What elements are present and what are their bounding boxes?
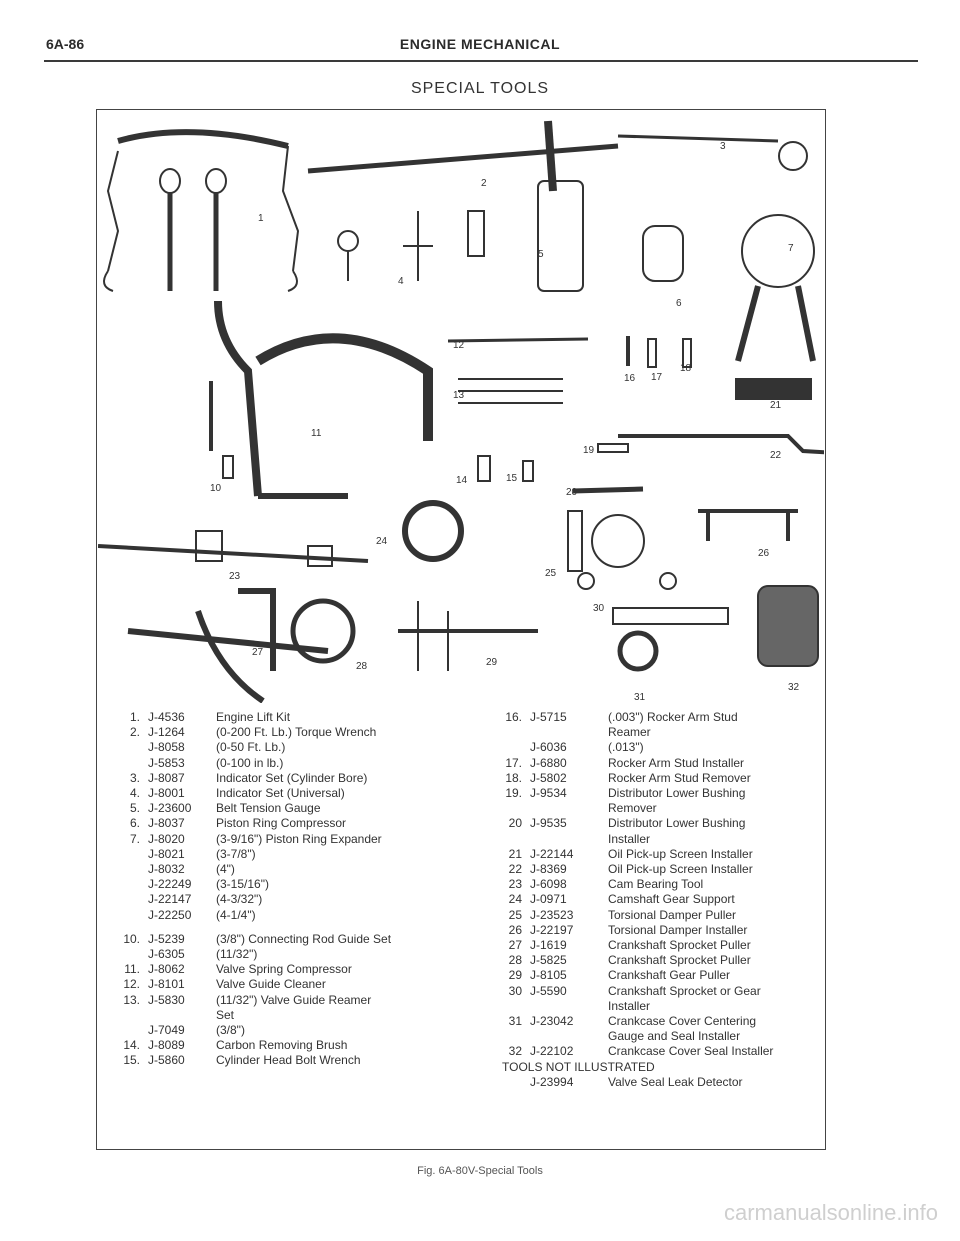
legend-num: 24 xyxy=(508,892,522,907)
legend-desc: Indicator Set (Universal) xyxy=(216,786,345,801)
legend-part: J-23042 xyxy=(530,1014,574,1029)
legend-desc: Crankshaft Sprocket Puller xyxy=(608,938,751,953)
legend-desc: Crankshaft Gear Puller xyxy=(608,968,731,983)
legend-part: J-8369 xyxy=(530,862,567,877)
legend-desc: (3-9/16") Piston Ring Expander xyxy=(216,831,382,846)
legend-row xyxy=(110,740,480,755)
legend-row xyxy=(110,710,480,725)
legend-row xyxy=(500,1029,820,1044)
legend-desc: (4-3/32") xyxy=(216,892,263,907)
legend-row xyxy=(110,947,480,962)
legend-row xyxy=(500,938,820,953)
legend-part: J-5715 xyxy=(530,710,567,724)
legend-part: J-5853 xyxy=(148,755,185,770)
legend-desc: Reamer xyxy=(608,725,651,740)
legend-desc: (.013") xyxy=(608,740,644,755)
callout-label: 10 xyxy=(210,483,222,494)
legend-num: 12. xyxy=(123,977,140,992)
legend-left xyxy=(110,710,480,1069)
callout-label: 22 xyxy=(770,450,782,461)
legend-part: J-6880 xyxy=(530,755,567,770)
callout-label: 4 xyxy=(398,276,404,287)
legend-num: 2. xyxy=(129,725,140,740)
callout-label: 20 xyxy=(566,487,578,498)
legend-part: J-1264 xyxy=(148,725,185,740)
legend-desc: Valve Seal Leak Detector xyxy=(608,1074,743,1089)
legend-row xyxy=(500,892,820,907)
legend-part: J-5239 xyxy=(148,931,185,946)
legend-part: J-8021 xyxy=(148,846,185,861)
legend-desc: (3-7/8") xyxy=(216,846,256,861)
legend-row xyxy=(110,862,480,877)
legend-num: 19. xyxy=(505,786,522,801)
legend-num: 20 xyxy=(508,816,522,831)
legend-desc: (3/8") Connecting Rod Guide Set xyxy=(216,931,392,946)
callout-label: 32 xyxy=(788,682,800,693)
legend-desc: Cam Bearing Tool xyxy=(608,877,704,892)
callout-label: 13 xyxy=(453,390,465,401)
legend-num: 17. xyxy=(505,755,522,770)
legend-num: 31 xyxy=(508,1014,522,1029)
legend-num: 32 xyxy=(508,1044,522,1059)
legend-num: 5. xyxy=(129,801,140,816)
legend-part: J-5830 xyxy=(148,992,185,1007)
figure-caption: Fig. 6A-80V-Special Tools xyxy=(417,1165,543,1177)
not-illustrated-row xyxy=(500,1075,820,1090)
legend-part: J-8062 xyxy=(148,962,185,977)
legend-num: 21 xyxy=(508,846,522,861)
legend-row xyxy=(500,968,820,983)
legend-desc: Piston Ring Compressor xyxy=(216,816,347,831)
legend-desc: Crankshaft Sprocket or Gear xyxy=(608,983,761,998)
legend-part: J-6098 xyxy=(530,877,567,892)
legend-desc: (11/32") xyxy=(216,947,258,962)
legend-part: J-5802 xyxy=(530,770,567,785)
legend-desc: Remover xyxy=(608,801,657,816)
legend-num: 4. xyxy=(129,786,140,801)
legend-desc: Torsional Damper Installer xyxy=(608,922,748,937)
legend-desc: Distributor Lower Bushing xyxy=(608,786,746,801)
legend-desc: Belt Tension Gauge xyxy=(216,801,321,816)
legend-row xyxy=(500,1044,820,1059)
legend-num: 16. xyxy=(505,710,522,724)
callout-label: 11 xyxy=(311,428,322,439)
legend-row xyxy=(500,1014,820,1029)
legend-part: J-1619 xyxy=(530,938,567,953)
legend-part: J-22147 xyxy=(148,892,192,907)
legend-part: J-22102 xyxy=(530,1044,574,1059)
legend-num: 22 xyxy=(508,862,522,877)
legend-num: 3. xyxy=(129,770,140,785)
legend-num: 25 xyxy=(508,907,522,922)
section-title: SPECIAL TOOLS xyxy=(410,80,550,97)
legend-desc: Crankcase Cover Centering xyxy=(608,1014,757,1029)
legend-row xyxy=(110,932,480,947)
legend-num: 18. xyxy=(505,770,522,785)
legend-desc: (3/8") xyxy=(216,1023,245,1038)
callout-label: 14 xyxy=(456,475,468,486)
legend-desc: Rocker Arm Stud Remover xyxy=(608,770,751,785)
legend-row xyxy=(110,756,480,771)
legend-num: 14. xyxy=(123,1038,140,1053)
legend-row xyxy=(500,832,820,847)
legend-row xyxy=(110,847,480,862)
legend-row xyxy=(500,923,820,938)
legend-part: J-23523 xyxy=(530,907,574,922)
legend-desc: Installer xyxy=(608,831,651,846)
legend-row xyxy=(110,1008,480,1023)
legend-row xyxy=(500,999,820,1014)
legend-part: J-22144 xyxy=(530,846,574,861)
legend-part: J-8037 xyxy=(148,816,185,831)
callout-label: 27 xyxy=(252,647,264,658)
legend-num: 26 xyxy=(508,922,522,937)
legend-desc: Distributor Lower Bushing xyxy=(608,816,746,831)
callout-label: 26 xyxy=(758,548,770,559)
callout-label: 18 xyxy=(680,363,692,374)
legend-part: J-22250 xyxy=(148,907,192,922)
legend-num: 27 xyxy=(508,938,522,953)
legend-part: J-8058 xyxy=(148,740,185,755)
legend-row xyxy=(110,816,480,831)
legend-part: J-7049 xyxy=(148,1023,185,1038)
callout-label: 24 xyxy=(376,536,388,547)
legend-part: J-22197 xyxy=(530,922,574,937)
legend-row xyxy=(110,877,480,892)
legend-desc: Camshaft Gear Support xyxy=(608,892,735,907)
legend-desc: Gauge and Seal Installer xyxy=(608,1029,741,1044)
legend-row xyxy=(110,771,480,786)
legend-desc: Engine Lift Kit xyxy=(216,710,291,724)
callout-label: 19 xyxy=(583,445,595,456)
tools-illustration xyxy=(98,111,824,703)
legend-row xyxy=(110,832,480,847)
not-illustrated-title: TOOLS NOT ILLUSTRATED xyxy=(502,1059,655,1074)
legend-row xyxy=(500,847,820,862)
legend-desc: (.003") Rocker Arm Stud xyxy=(608,710,738,724)
legend-row xyxy=(110,993,480,1008)
legend-part: J-8087 xyxy=(148,770,185,785)
legend-row xyxy=(500,862,820,877)
legend-part: J-8101 xyxy=(148,977,185,992)
legend-num: 28 xyxy=(508,953,522,968)
legend-desc: Valve Spring Compressor xyxy=(216,962,352,977)
legend-row xyxy=(110,977,480,992)
legend-desc: (0-100 in lb.) xyxy=(216,755,284,770)
legend-row xyxy=(110,801,480,816)
legend-row xyxy=(500,771,820,786)
legend-part: J-6305 xyxy=(148,947,185,962)
legend-part: J-9534 xyxy=(530,786,567,801)
callout-label: 15 xyxy=(506,473,518,484)
legend-row xyxy=(110,1053,480,1068)
legend-row xyxy=(500,816,820,831)
legend-row xyxy=(500,908,820,923)
legend-part: J-9535 xyxy=(530,816,567,831)
legend-part: J-5860 xyxy=(148,1053,185,1068)
callout-label: 7 xyxy=(788,243,794,254)
legend-num: 10. xyxy=(123,931,140,946)
callout-label: 25 xyxy=(545,568,557,579)
legend-num: 29 xyxy=(508,968,522,983)
callout-label: 21 xyxy=(770,400,782,411)
page-number: 6A-86 xyxy=(46,36,85,52)
callout-label: 23 xyxy=(229,571,241,582)
legend-desc: Crankshaft Sprocket Puller xyxy=(608,953,751,968)
legend-desc: (3-15/16") xyxy=(216,877,269,892)
legend-desc: (0-50 Ft. Lb.) xyxy=(216,740,286,755)
callout-label: 3 xyxy=(720,141,726,152)
legend-desc: Cylinder Head Bolt Wrench xyxy=(216,1053,361,1068)
legend-right xyxy=(500,710,820,1090)
legend-part: J-22249 xyxy=(148,877,192,892)
legend-desc: Rocker Arm Stud Installer xyxy=(608,755,745,770)
legend-row xyxy=(500,801,820,816)
legend-row xyxy=(110,1023,480,1038)
legend-row xyxy=(500,984,820,999)
legend-part: J-5825 xyxy=(530,953,567,968)
legend-part: J-8105 xyxy=(530,968,567,983)
callout-label: 5 xyxy=(538,249,544,260)
legend-desc: (0-200 Ft. Lb.) Torque Wrench xyxy=(216,725,377,740)
legend-part: J-23600 xyxy=(148,801,192,816)
legend-part: J-8020 xyxy=(148,831,185,846)
legend-row xyxy=(110,892,480,907)
legend-row xyxy=(110,908,480,923)
legend-desc: (4") xyxy=(216,862,235,877)
legend-desc: (11/32") Valve Guide Reamer xyxy=(216,992,372,1007)
legend-row xyxy=(500,786,820,801)
legend-num: 30 xyxy=(508,983,522,998)
legend-desc: Torsional Damper Puller xyxy=(608,907,737,922)
legend-row xyxy=(500,740,820,755)
legend-row xyxy=(110,786,480,801)
callout-label: 1 xyxy=(258,213,264,224)
legend-row xyxy=(500,710,820,725)
legend-row xyxy=(110,725,480,740)
legend-num: 6. xyxy=(129,816,140,831)
callout-label: 30 xyxy=(593,603,605,614)
callout-label: 6 xyxy=(676,298,682,309)
legend-row xyxy=(110,1038,480,1053)
legend-desc: Oil Pick-up Screen Installer xyxy=(608,862,753,877)
callout-label: 31 xyxy=(634,692,646,703)
legend-row xyxy=(500,953,820,968)
legend-part: J-4536 xyxy=(148,710,185,724)
legend-row xyxy=(500,725,820,740)
legend-num: 1. xyxy=(129,710,140,724)
legend-desc: Installer xyxy=(608,998,651,1013)
legend-desc: Oil Pick-up Screen Installer xyxy=(608,846,753,861)
legend-part: J-8089 xyxy=(148,1038,185,1053)
header-title: ENGINE MECHANICAL xyxy=(399,36,561,52)
legend-num: 11. xyxy=(124,962,140,977)
legend-row xyxy=(500,877,820,892)
callout-label: 16 xyxy=(624,373,636,384)
callout-label: 2 xyxy=(481,178,487,189)
legend-part: J-23994 xyxy=(530,1074,574,1089)
legend-desc: (4-1/4") xyxy=(216,907,256,922)
legend-desc: Carbon Removing Brush xyxy=(216,1038,348,1053)
legend-desc: Set xyxy=(216,1007,235,1022)
legend-num: 13. xyxy=(123,992,140,1007)
callout-label: 28 xyxy=(356,661,368,672)
legend-desc: Valve Guide Cleaner xyxy=(216,977,326,992)
legend-desc: Indicator Set (Cylinder Bore) xyxy=(216,770,368,785)
legend-gap xyxy=(110,923,480,932)
callout-label: 12 xyxy=(453,340,465,351)
legend-desc: Crankcase Cover Seal Installer xyxy=(608,1044,774,1059)
callout-label: 29 xyxy=(486,657,498,668)
legend-part: J-8032 xyxy=(148,862,185,877)
legend-row xyxy=(110,962,480,977)
watermark: carmanualsonline.info xyxy=(723,1200,938,1225)
legend-part: J-6036 xyxy=(530,740,567,755)
callout-label: 17 xyxy=(651,372,663,383)
legend-num: 23 xyxy=(508,877,522,892)
legend-num: 7. xyxy=(129,831,140,846)
legend-row xyxy=(500,756,820,771)
legend-part: J-0971 xyxy=(530,892,567,907)
header-rule xyxy=(44,60,918,62)
legend-num: 15. xyxy=(123,1053,140,1068)
legend-part: J-5590 xyxy=(530,983,567,998)
legend-part: J-8001 xyxy=(148,786,185,801)
